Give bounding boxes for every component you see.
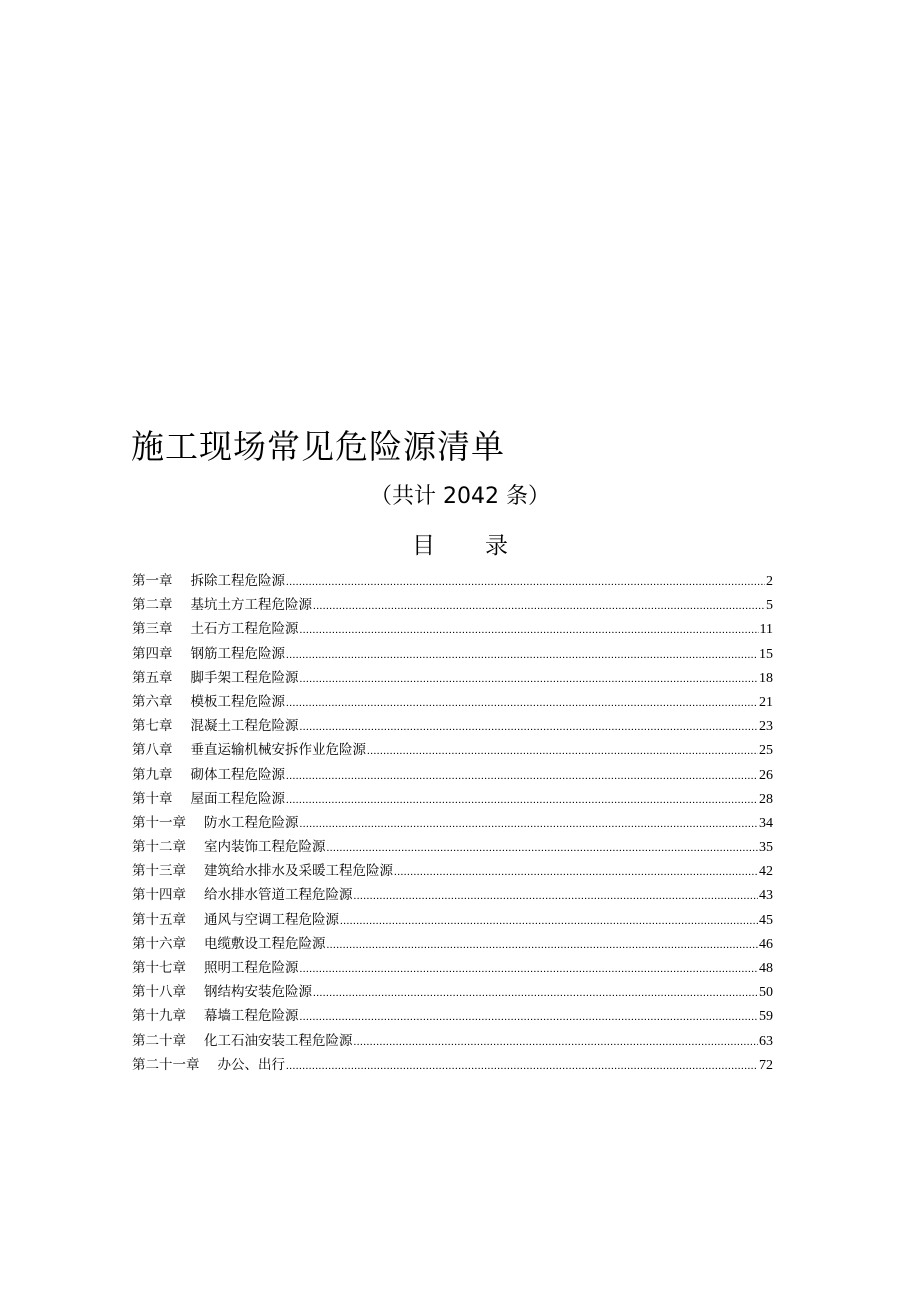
toc-entry-chapter: 第十七章	[132, 960, 186, 976]
toc-entry-chapter: 第三章	[132, 621, 173, 638]
toc-entry-title: 室内装饰工程危险源	[204, 839, 326, 856]
toc-entry-chapter: 第十六章	[132, 935, 186, 952]
toc-entry-title: 脚手架工程危险源	[190, 669, 299, 686]
toc-entry-title: 给水排水管道工程危险源	[204, 887, 353, 904]
toc-dot-leader	[313, 594, 765, 618]
toc-entry[interactable]	[132, 1004, 773, 1028]
toc-entry-title: 防水工程危险源	[204, 814, 299, 831]
toc-entry-page-number: 59	[759, 1009, 773, 1025]
toc-entry-page-number: 50	[759, 985, 773, 1001]
toc-entry[interactable]	[132, 642, 773, 666]
toc-entry-page-number: 25	[759, 743, 773, 759]
toc-entry-title: 照明工程危险源	[204, 960, 299, 976]
toc-entry[interactable]	[132, 738, 773, 762]
toc-dot-leader	[286, 1054, 758, 1078]
toc-entry[interactable]	[132, 980, 773, 1004]
toc-entry-title: 电缆敷设工程危险源	[204, 935, 326, 952]
toc-entry-chapter: 第八章	[132, 742, 173, 759]
toc-entry-title: 通风与空调工程危险源	[204, 911, 339, 928]
toc-dot-leader	[300, 618, 759, 642]
toc-entry-page-number: 18	[759, 670, 773, 686]
toc-entry[interactable]	[132, 859, 773, 883]
toc-entry-chapter: 第二章	[132, 597, 173, 614]
toc-entry[interactable]	[132, 593, 773, 617]
toc-entry[interactable]	[132, 569, 773, 593]
toc-entry[interactable]	[132, 932, 773, 956]
toc-entry[interactable]	[132, 763, 773, 787]
toc-entry-title: 基坑土方工程危险源	[190, 597, 312, 614]
toc-entry-chapter: 第七章	[132, 718, 173, 735]
toc-entry-title: 建筑给水排水及采暖工程危险源	[204, 863, 393, 880]
toc-dot-leader	[313, 981, 758, 1005]
toc-entry-chapter: 第十五章	[132, 911, 186, 928]
toc-dot-leader	[354, 884, 759, 908]
document-title: 施工现场常见危险源清单	[131, 427, 505, 466]
toc-entry-page-number: 46	[759, 936, 773, 952]
toc-dot-leader	[367, 739, 758, 763]
toc-entry-page-number: 42	[759, 864, 773, 880]
toc-entry-page-number: 5	[766, 598, 773, 614]
toc-entry[interactable]	[132, 714, 773, 738]
toc-entry-title: 土石方工程危险源	[190, 621, 299, 638]
toc-entry-page-number: 11	[759, 622, 773, 638]
toc-entry-title: 屋面工程危险源	[190, 790, 285, 807]
toc-entry-page-number: 28	[759, 791, 773, 807]
toc-entry[interactable]	[132, 835, 773, 859]
toc-entry[interactable]	[132, 908, 773, 932]
toc-dot-leader	[340, 909, 758, 933]
toc-entry-page-number: 63	[759, 1033, 773, 1049]
toc-entry-chapter: 第十章	[132, 790, 173, 807]
toc-entry-title: 拆除工程危险源	[190, 573, 285, 589]
toc-entry[interactable]	[132, 811, 773, 835]
toc-entry-chapter: 第十四章	[132, 887, 186, 904]
toc-entry-page-number: 35	[759, 840, 773, 856]
toc-dot-leader	[300, 667, 759, 691]
toc-dot-leader	[286, 570, 765, 594]
toc-entry-title: 混凝土工程危险源	[190, 718, 299, 735]
toc-dot-leader	[286, 691, 758, 715]
toc-entry-page-number: 43	[759, 888, 773, 904]
toc-entry-chapter: 第十一章	[132, 814, 186, 831]
toc-entry-chapter: 第一章	[132, 573, 173, 589]
toc-dot-leader	[394, 860, 758, 884]
toc-entry-title: 模板工程危险源	[190, 693, 285, 710]
toc-dot-leader	[327, 836, 759, 860]
toc-entry-chapter: 第四章	[132, 645, 173, 662]
toc-dot-leader	[286, 788, 758, 812]
toc-entry-title: 钢筋工程危险源	[190, 645, 285, 662]
toc-entry-title: 垂直运输机械安拆作业危险源	[190, 742, 366, 759]
toc-entry-title: 办公、出行	[217, 1056, 285, 1073]
toc-entry-chapter: 第二十一章	[132, 1056, 200, 1073]
toc-dot-leader	[286, 643, 758, 667]
toc-entry-page-number: 15	[759, 646, 773, 662]
document-subtitle: （共计 2042 条）	[370, 484, 550, 509]
toc-heading-left: 目	[412, 533, 435, 559]
toc-entry-page-number: 2	[766, 574, 773, 589]
toc-entry-chapter: 第十九章	[132, 1008, 186, 1025]
toc-entry-page-number: 48	[759, 961, 773, 976]
toc-heading-right: 录	[485, 533, 508, 559]
toc-entry[interactable]	[132, 617, 773, 641]
toc-entry-page-number: 26	[759, 767, 773, 783]
toc-dot-leader	[300, 957, 759, 981]
toc-entry[interactable]	[132, 1029, 773, 1053]
toc-entry-page-number: 23	[759, 719, 773, 735]
toc-dot-leader	[327, 933, 759, 957]
table-of-contents	[132, 569, 773, 1077]
toc-entry-chapter: 第六章	[132, 693, 173, 710]
toc-dot-leader	[354, 1030, 759, 1054]
toc-entry-title: 钢结构安装危险源	[204, 984, 312, 1001]
toc-entry-page-number: 45	[759, 912, 773, 928]
toc-entry-page-number: 21	[759, 694, 773, 710]
toc-entry-title: 砌体工程危险源	[190, 766, 285, 783]
toc-entry-page-number: 72	[759, 1057, 773, 1073]
toc-heading	[0, 530, 920, 562]
toc-entry-chapter: 第十三章	[132, 863, 186, 880]
toc-entry[interactable]	[132, 956, 773, 980]
toc-entry[interactable]	[132, 690, 773, 714]
toc-entry-chapter: 第九章	[132, 766, 173, 783]
toc-entry[interactable]	[132, 666, 773, 690]
toc-entry-page-number: 34	[759, 815, 773, 831]
toc-dot-leader	[300, 1005, 759, 1029]
toc-entry[interactable]	[132, 787, 773, 811]
toc-dot-leader	[300, 812, 759, 836]
toc-entry-chapter: 第十八章	[132, 984, 186, 1001]
toc-entry[interactable]	[132, 883, 773, 907]
toc-entry-chapter: 第二十章	[132, 1032, 186, 1049]
toc-entry-title: 幕墙工程危险源	[204, 1008, 299, 1025]
toc-entry[interactable]	[132, 1053, 773, 1077]
toc-entry-chapter: 第十二章	[132, 839, 186, 856]
toc-dot-leader	[286, 764, 758, 788]
toc-dot-leader	[300, 715, 759, 739]
toc-entry-chapter: 第五章	[132, 669, 173, 686]
toc-entry-title: 化工石油安装工程危险源	[204, 1032, 353, 1049]
